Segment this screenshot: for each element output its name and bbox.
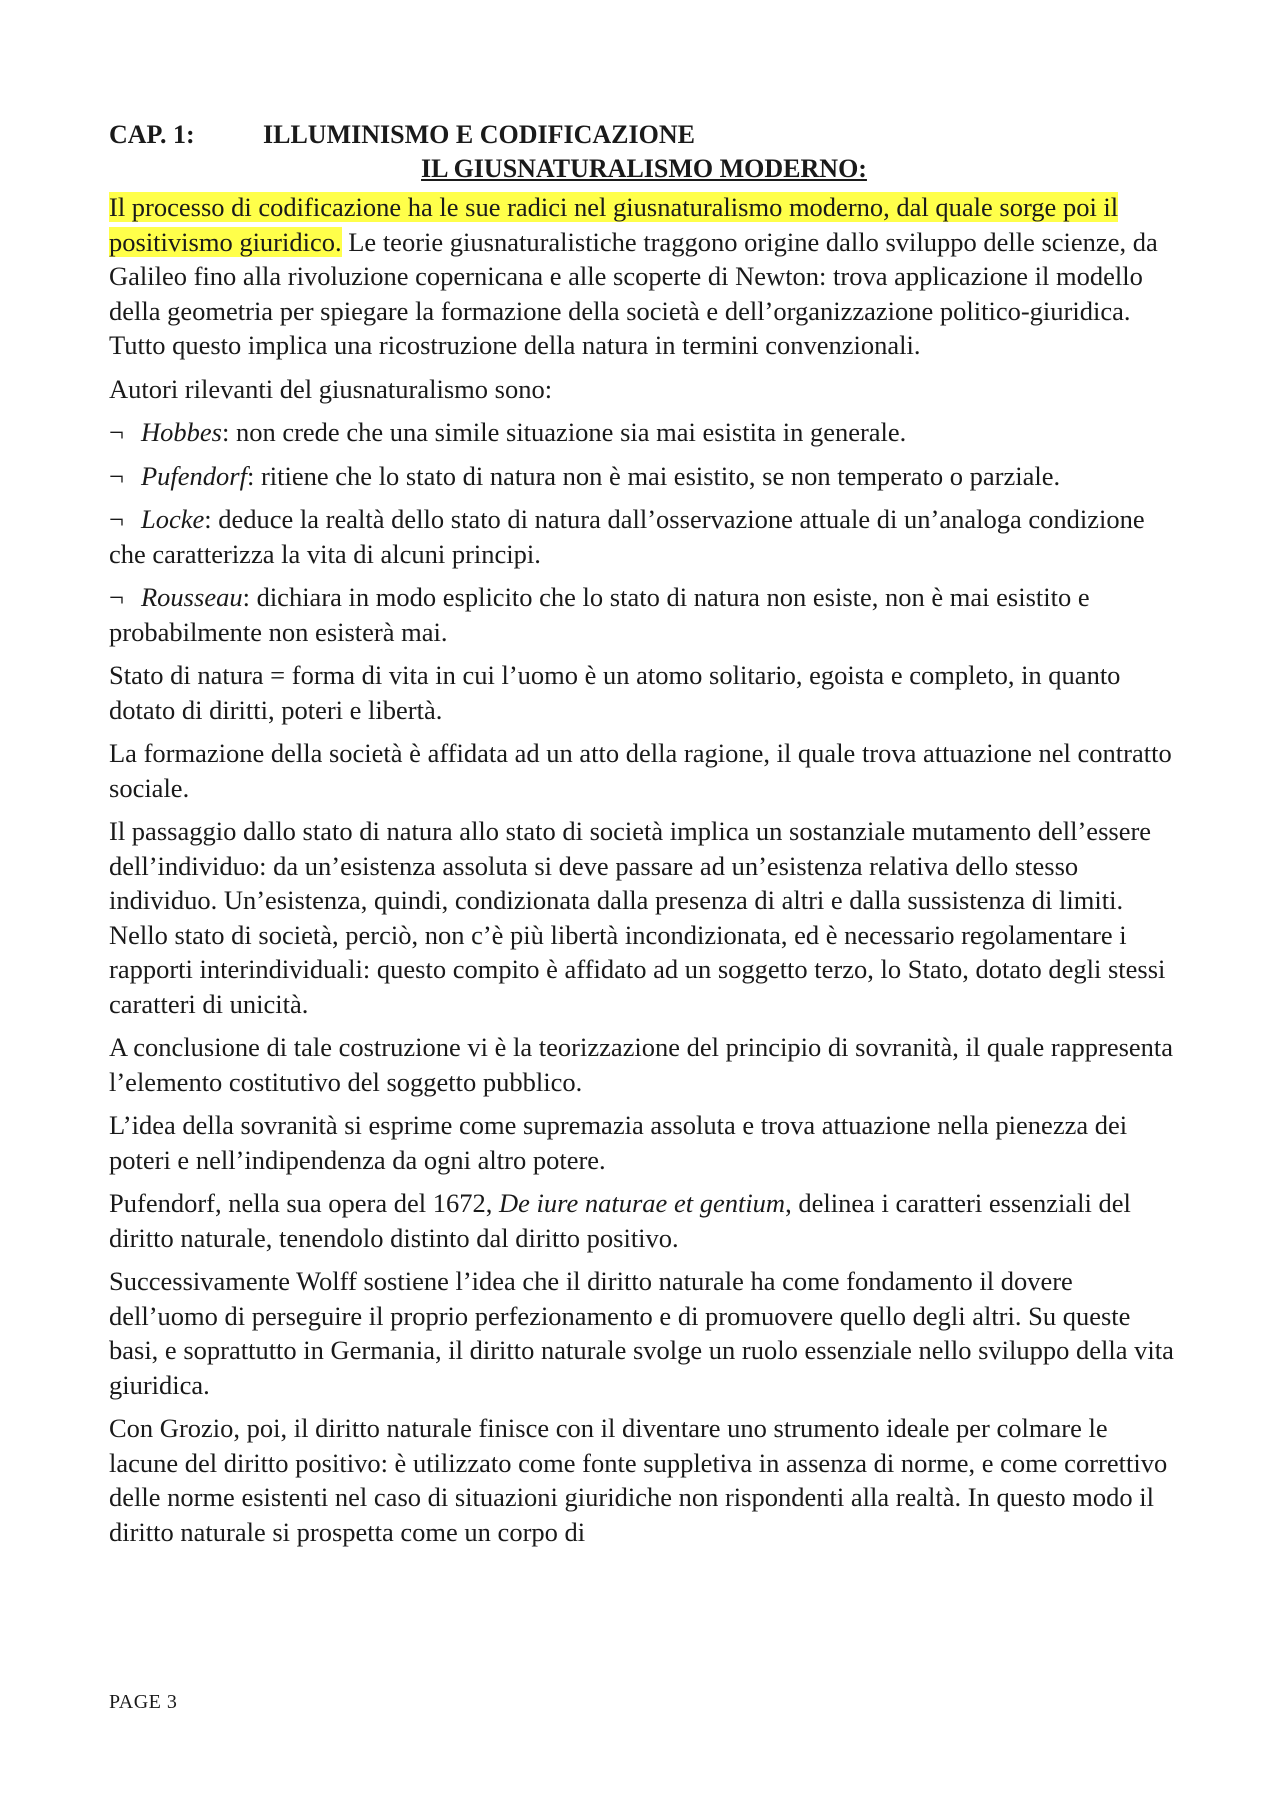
author-name: Locke	[141, 504, 205, 534]
paragraph-wolff: Successivamente Wolff sostiene l’idea che il diritto naturale ha come fondamento il dovere dell’uomo di perseguire il proprio perfezionamento e di promuovere quello degli altri. Su queste basi, e soprattutto in Germania, il diritto naturale svolge un ruolo essenziale nello sviluppo della vita giuridica.	[109, 1266, 1174, 1400]
work-title: De iure naturae et gentium	[499, 1188, 786, 1218]
list-item	[109, 580, 1179, 649]
paragraph-stato-di-natura: Stato di natura = forma di vita in cui l’uomo è un atomo solitario, egoista e completo, in quanto dotato di diritti, poteri e libertà.	[109, 660, 1121, 725]
bullet-mark: ¬	[109, 460, 124, 491]
author-name: Pufendorf	[141, 460, 247, 491]
paragraph-idea-sovranita: L’idea della sovranità si esprime come supremazia assoluta e trova attuazione nella pienezza dei poteri e nell’indipendenza da ogni altro potere.	[109, 1110, 1128, 1175]
pufendorf-before: Pufendorf, nella sua opera del 1672,	[109, 1188, 500, 1218]
paragraph-formazione-societa: La formazione della società è affidata ad un atto della ragione, il quale trova attuazione nel contratto sociale.	[109, 738, 1172, 803]
page-footer: PAGE 3	[109, 1691, 178, 1713]
list-item	[109, 415, 1179, 450]
author-name: Hobbes	[141, 417, 222, 447]
highlighted-text: Il processo di codificazione ha le sue radici nel giusnaturalismo moderno, dal quale sorge poi il positivismo giuridico.	[109, 192, 1119, 257]
intro-paragraph	[109, 190, 1179, 363]
paragraph-passaggio: Il passaggio dallo stato di natura allo stato di società implica un sostanziale mutamento dell’essere dell’individuo: da un’esistenza assoluta si deve passare ad un’esistenza relativa dello stesso individuo. Un’esistenza, quindi, condizionata dalla presenza di altri e dalla sussistenza di limiti. Nello stato di società, perciò, non c’è più libertà incondizionata, ed è necessario regolamentare i rapporti interindividuali: questo compito è affidato ad un soggetto terzo, lo Stato, dotato degli stessi caratteri di unicità.	[109, 816, 1166, 1019]
author-description: : dichiara in modo esplicito che lo stato di natura non esiste, non è mai esistito e probabilmente non esisterà mai.	[109, 582, 1090, 647]
section-title: IL GIUSNATURALISMO MODERNO:	[421, 154, 867, 183]
paragraph-grozio: Con Grozio, poi, il diritto naturale finisce con il diventare uno strumento ideale per colmare le lacune del diritto positivo: è utilizzato come fonte suppletiva in assenza di norme, e come correttivo delle norme esistenti nel caso di situazioni giuridiche non rispondenti alla realtà. In questo modo il diritto naturale si prospetta come un corpo di	[109, 1413, 1168, 1547]
bullet-mark: ¬	[109, 504, 124, 534]
paragraph-sovranita: A conclusione di tale costruzione vi è la teorizzazione del principio di sovranità, il quale rappresenta l’elemento costitutivo del soggetto pubblico.	[109, 1032, 1174, 1097]
chapter-number: CAP. 1:	[109, 120, 195, 149]
intro-rest-text: Le teorie giusnaturalistiche traggono origine dallo sviluppo delle scienze, da Galileo fino alla rivoluzione copernicana e alle scoperte di Newton: trova applicazione il modello della geometria per spiegare la formazione della società e dell’organizzazione politico-giuridica. Tutto questo implica una ricostruzione della natura in termini convenzionali.	[109, 226, 1158, 360]
author-name: Rousseau	[141, 582, 243, 612]
pufendorf-after: , delinea i caratteri essenziali del diritto naturale, tenendolo distinto dal diritto positivo.	[109, 1188, 1131, 1253]
chapter-heading	[109, 118, 1179, 152]
list-item	[109, 502, 1179, 571]
author-description: : non crede che una simile situazione sia mai esistita in generale.	[221, 417, 907, 447]
chapter-title: ILLUMINISMO E CODIFICAZIONE	[263, 120, 695, 149]
authors-intro: Autori rilevanti del giusnaturalismo sono:	[109, 373, 553, 404]
page-content	[109, 118, 1179, 1558]
paragraph-pufendorf	[109, 1186, 1179, 1255]
list-item	[109, 459, 1179, 494]
bullet-mark: ¬	[109, 417, 124, 447]
bullet-mark: ¬	[109, 582, 124, 612]
author-description: : ritiene che lo stato di natura non è mai esistito, se non temperato o parziale.	[247, 460, 1061, 491]
author-description: : deduce la realtà dello stato di natura dall’osservazione attuale di un’analoga condizione che caratterizza la vita di alcuni principi.	[109, 504, 1145, 569]
